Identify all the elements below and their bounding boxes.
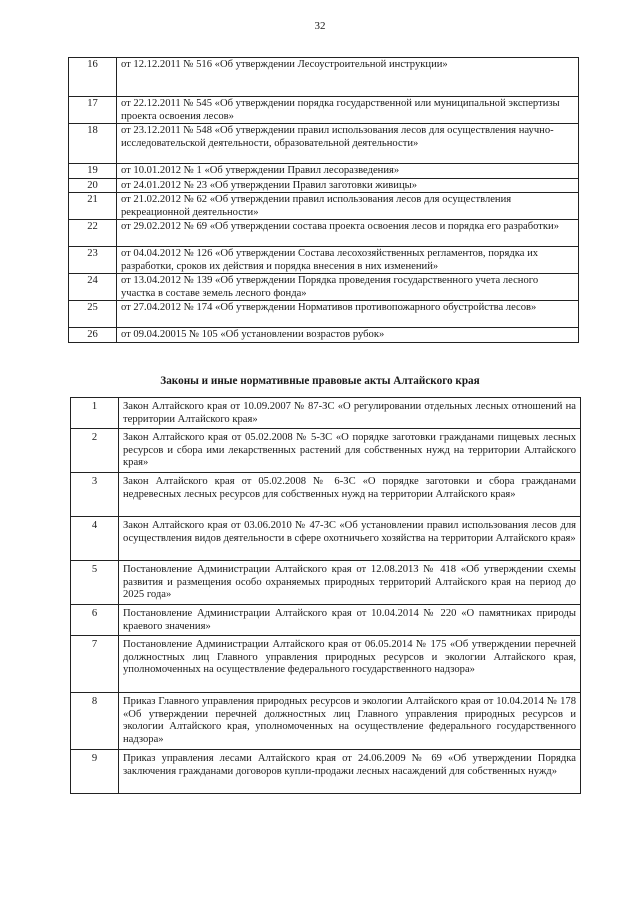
row-number: 24 [69,274,117,301]
row-text: от 13.04.2012 № 139 «Об утверждении Порядка проведения государственного учета лесного участка в составе земель лесного фонда» [117,274,579,301]
row-number: 6 [71,605,119,636]
row-text: Закон Алтайского края от 05.02.2008 № 5-ЗС «О порядке заготовки гражданами пищевых лесных ресурсов и сбора ими лекарственных растений для собственных нужд на территории Алтайского края» [119,429,581,473]
federal-acts-table [68,57,579,343]
row-text: Постановление Администрации Алтайского края от 06.05.2014 № 175 «Об утверждении перечней должностных лиц Главного управления природных ресурсов и экологии Алтайского края, уполномоченных на осуществление федерального государственного надзора» [119,636,581,693]
table-row [69,178,579,193]
table-row [71,473,581,517]
table-row [69,193,579,220]
row-number: 16 [69,58,117,97]
row-number: 26 [69,328,117,343]
regional-acts-table [70,397,581,794]
row-number: 7 [71,636,119,693]
row-text: Приказ управления лесами Алтайского края от 24.06.2009 № 69 «Об утверждении Порядка заключения гражданами договоров купли-продажи лесных насаждений для собственных нужд» [119,750,581,794]
row-number: 25 [69,301,117,328]
row-number: 17 [69,97,117,124]
row-text: Закон Алтайского края от 03.06.2010 № 47-ЗС «Об установлении правил использования лесов для осуществления видов деятельности в сфере охотничьего хозяйства на территории Алтайского края» [119,517,581,561]
table-row [71,429,581,473]
table-row [71,605,581,636]
table-row [69,274,579,301]
row-number: 19 [69,164,117,179]
table-row [69,164,579,179]
row-text: от 27.04.2012 № 174 «Об утверждении Нормативов противопожарного обустройства лесов» [117,301,579,328]
row-text: Постановление Администрации Алтайского края от 10.04.2014 № 220 «О памятниках природы краевого значения» [119,605,581,636]
page-number: 32 [314,20,326,32]
row-number: 9 [71,750,119,794]
row-text: Закон Алтайского края от 05.02.2008 № 6-ЗС «О порядке заготовки и сбора гражданами недревесных лесных ресурсов для собственных нужд на территории Алтайского края» [119,473,581,517]
table-row [71,693,581,750]
row-text: от 12.12.2011 № 516 «Об утверждении Лесоустроительной инструкции» [117,58,579,97]
row-text: Приказ Главного управления природных ресурсов и экологии Алтайского края от 10.04.2014 № 178 «Об утверждении перечней должностных лиц Главного управления природных ресурсов и экологии Алтайского края, уполномоченных на осуществление федерального государственного надзора» [119,693,581,750]
row-number: 5 [71,561,119,605]
row-text: от 21.02.2012 № 62 «Об утверждении правил использования лесов для осуществления рекреационной деятельности» [117,193,579,220]
row-text: от 04.04.2012 № 126 «Об утверждении Состава лесохозяйственных регламентов, порядка их разработки, сроков их действия и порядка внесения в них изменений» [117,247,579,274]
row-text: от 10.01.2012 № 1 «Об утверждении Правил лесоразведения» [117,164,579,179]
row-number: 2 [71,429,119,473]
section-title: Законы и иные нормативные правовые акты Алтайского края [160,375,480,387]
table-row [71,398,581,429]
row-text: от 22.12.2011 № 545 «Об утверждении порядка государственной или муниципальной экспертизы проекта освоения лесов» [117,97,579,124]
table-row [69,124,579,164]
table-row [69,220,579,247]
table-row [71,750,581,794]
table-row [71,517,581,561]
row-number: 3 [71,473,119,517]
table-row [69,328,579,343]
row-number: 18 [69,124,117,164]
row-text: от 24.01.2012 № 23 «Об утверждении Правил заготовки живицы» [117,178,579,193]
table-row [69,58,579,97]
table-row [69,247,579,274]
row-text: от 09.04.20015 № 105 «Об установлении возрастов рубок» [117,328,579,343]
table-row [71,636,581,693]
row-number: 23 [69,247,117,274]
row-number: 4 [71,517,119,561]
table-row [69,97,579,124]
row-text: от 29.02.2012 № 69 «Об утверждении состава проекта освоения лесов и порядка его разработки» [117,220,579,247]
row-number: 8 [71,693,119,750]
row-text: Постановление Администрации Алтайского края от 12.08.2013 № 418 «Об утверждении схемы развития и размещения особо охраняемых природных территорий Алтайского края на период до 2025 года» [119,561,581,605]
row-number: 22 [69,220,117,247]
row-number: 21 [69,193,117,220]
table-row [69,301,579,328]
table-row [71,561,581,605]
row-text: от 23.12.2011 № 548 «Об утверждении правил использования лесов для осуществления научно-исследовательской деятельности, образовательной деятельности» [117,124,579,164]
row-number: 1 [71,398,119,429]
row-number: 20 [69,178,117,193]
row-text: Закон Алтайского края от 10.09.2007 № 87-ЗС «О регулировании отдельных лесных отношений на территории Алтайского края» [119,398,581,429]
